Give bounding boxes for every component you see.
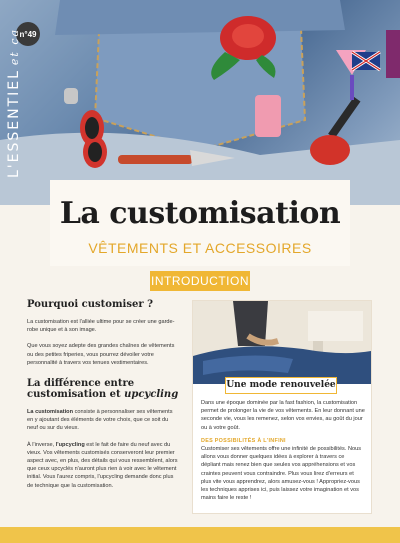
page-title: La customisation <box>59 196 341 231</box>
section-title-difference-italic: upcycling <box>124 389 179 401</box>
thread-spool-purple <box>386 30 400 78</box>
denim-illustration <box>0 0 400 205</box>
section-title-difference-line1: La différence entre <box>27 378 135 390</box>
card-photo <box>193 301 371 384</box>
card-heading-box <box>225 377 337 394</box>
hero-photo <box>0 0 400 205</box>
paragraph-why-1: La customisation est l'alliée ultime pour se créer une garde-robe unique et à son image. <box>27 319 175 334</box>
series-label <box>6 28 22 178</box>
section-title-why: Pourquoi customiser ? <box>27 299 153 310</box>
card-heading: Une mode renouvelée <box>226 380 336 390</box>
left-column <box>27 299 179 490</box>
card-paragraph-2: Customiser ses vêtements offre une infinité de possibilités. Nous allons vous donner quelques idées à explorer à travers ce dépliant mais renez bien que seules vos appréhensions et vos craintes peuvent vous contraindre. Plus vous lirez d'erreurs et plus vite vous apprendrez, alors amusez-vous ! Appropriez-vous les techniques apprises ici, puis laissez votre imagination et vos mains faire le reste ! <box>201 446 362 502</box>
card-paragraph-1: Dans une époque dominée par la fast fashion, la customisation permet de prolonger la vie de vos vêtements. En leur donnant une seconde vie, vous les remenez, selon vos envies, au goût du jour ou à votre goût. <box>201 400 365 431</box>
info-card <box>192 300 372 514</box>
thread-spool-pink <box>255 95 281 137</box>
folded-jeans-illustration <box>193 301 371 384</box>
paragraph-difference-2-pre: À l'inverse, <box>27 441 56 448</box>
series-label-main: L'ESSENTIEL <box>6 69 22 178</box>
term-upcycling: l'upcycling <box>55 441 85 448</box>
page-subtitle: VÊTEMENTS ET ACCESSOIRES <box>88 240 312 256</box>
footer-bar <box>0 527 400 543</box>
section-title-difference-line2: customisation et <box>27 389 125 401</box>
paragraph-difference-1-text: consiste à personnaliser ses vêtements en y ajoutant des éléments de votre choix, que ce soit du neuf ou sur du vieux. <box>27 409 173 432</box>
paragraph-difference-2 <box>27 441 179 490</box>
paragraph-difference-1 <box>27 408 179 433</box>
series-label-script: et ca <box>8 27 21 66</box>
issue-number-badge: n°49 <box>16 22 40 46</box>
term-customisation: La customisation <box>27 409 74 416</box>
card-subheading: DES POSSIBILITÉS À L'INFINI <box>201 437 286 444</box>
thimble <box>64 88 78 104</box>
introduction-tag: INTRODUCTION <box>150 271 250 291</box>
paragraph-difference-2-text: est le fait de faire du neuf avec du vieux. Vos vêtements customisés conserveront leur premier aspect avec, en plus, des détails qui vous ressemblent, alors que ceux upcyclés n'auront plus rien à voir avec le vêtement initial. Vous l'aurez compris, l'upcycling demande donc plus de technique que la customisation. <box>27 441 178 489</box>
section-title-difference <box>27 378 179 400</box>
card-body <box>201 399 365 502</box>
paragraph-why-2: Que vous soyez adepte des grandes chaînes de vêtements ou des petites friperies, vous pourrez dévoiler votre personnalité à travers vos tenues vestimentaires. <box>27 343 175 366</box>
